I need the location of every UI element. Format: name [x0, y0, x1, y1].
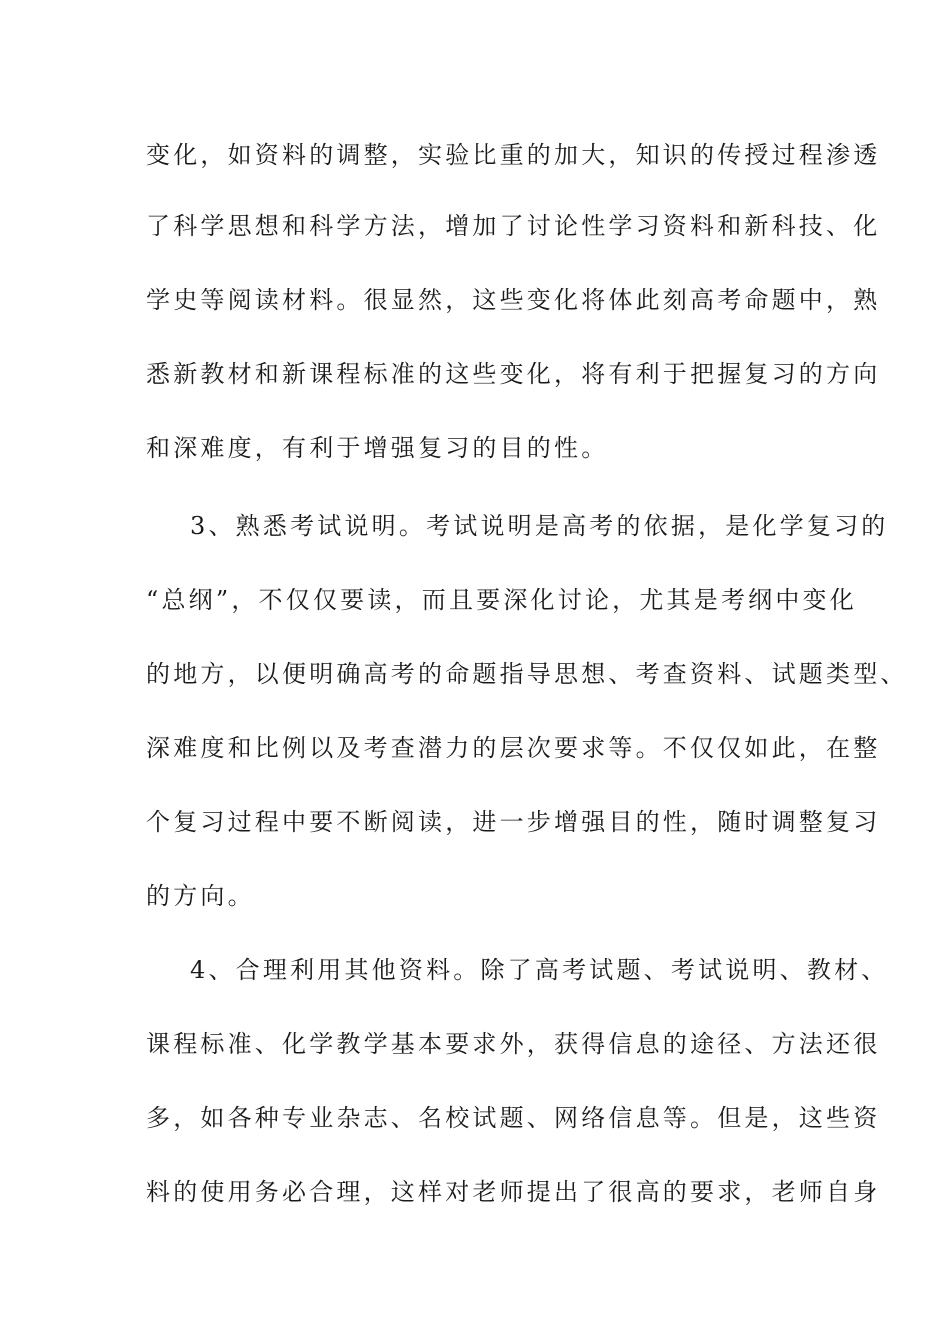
text-line: 变化，如资料的调整，实验比重的加大，知识的传授过程渗透 [146, 141, 881, 169]
paragraph-3-first-line: 3、熟悉考试说明。考试说明是高考的依据，是化学复习的 [190, 512, 889, 540]
text-line: 个复习过程中要不断阅读，进一步增强目的性，随时调整复习 [146, 808, 881, 836]
text-line: “总纲”，不仅仅要读，而且要深化讨论，尤其是考纲中变化 [146, 586, 857, 614]
text-line: 学史等阅读材料。很显然，这些变化将体此刻高考命题中，熟 [146, 286, 881, 314]
text-line: 的地方，以便明确高考的命题指导思想、考查资料、试题类型、 [146, 660, 908, 688]
text-line: 料的使用务必合理，这样对老师提出了很高的要求，老师自身 [146, 1178, 881, 1206]
text-line: 和深难度，有利于增强复习的目的性。 [146, 434, 609, 462]
text-line: 了科学思想和科学方法，增加了讨论性学习资料和新科技、化 [146, 212, 881, 240]
paragraph-4-first-line: 4、合理利用其他资料。除了高考试题、考试说明、教材、 [190, 956, 889, 984]
text-line: 悉新教材和新课程标准的这些变化，将有利于把握复习的方向 [146, 360, 881, 388]
text-line: 多，如各种专业杂志、名校试题、网络信息等。但是，这些资 [146, 1104, 881, 1132]
text-line: 课程标准、化学教学基本要求外，获得信息的途径、方法还很 [146, 1030, 881, 1058]
text-line: 深难度和比例以及考查潜力的层次要求等。不仅仅如此，在整 [146, 734, 881, 762]
text-line: 的方向。 [146, 882, 255, 910]
